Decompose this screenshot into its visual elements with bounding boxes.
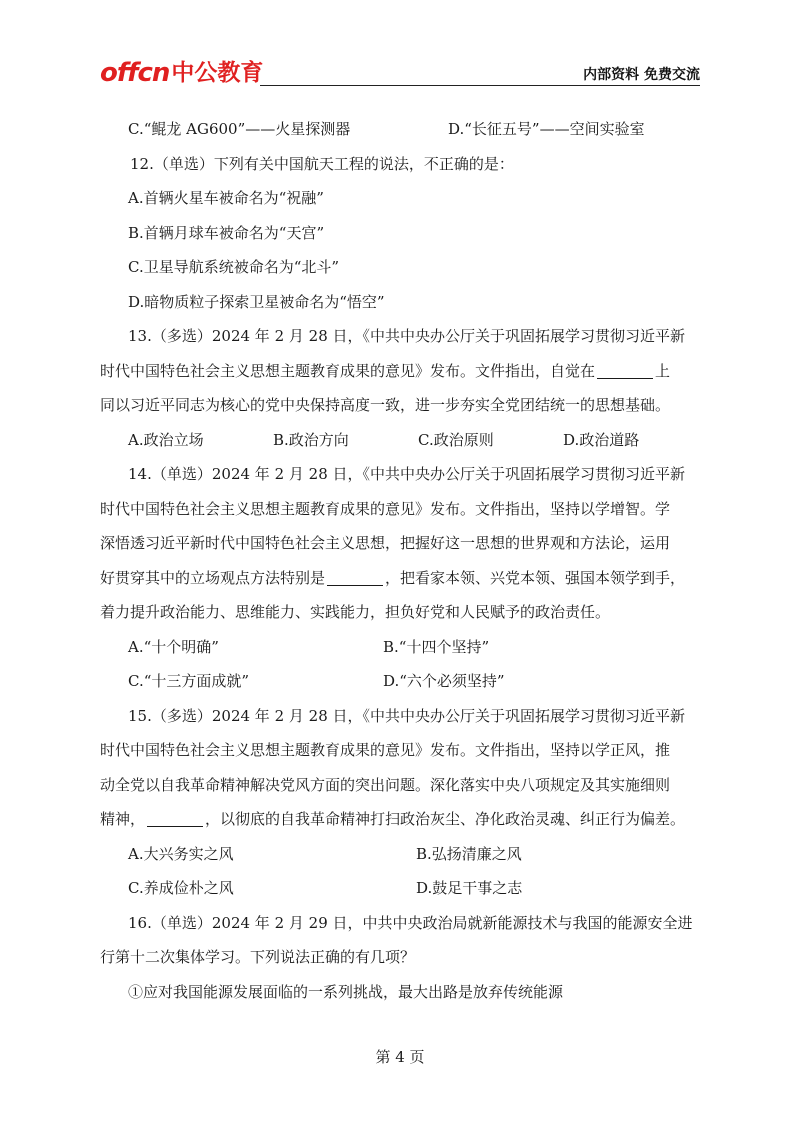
- q14-line-1: 14.（单选）2024 年 2 月 28 日，《中共中央办公厅关于巩固拓展学习贯彻习近平新: [128, 465, 686, 483]
- q15-option-a: A.大兴务实之风: [128, 844, 234, 863]
- q14-answer-blank: [327, 569, 383, 586]
- q16-item-1: ①应对我国能源发展面临的一系列挑战，最大出路是放弃传统能源: [128, 982, 564, 1001]
- q15-line-2: 时代中国特色社会主义思想主题教育成果的意见》发布。文件指出，坚持以学正风，推: [100, 741, 671, 759]
- q14-line-2: 时代中国特色社会主义思想主题教育成果的意见》发布。文件指出，坚持以学增智。学: [100, 499, 671, 518]
- q15-answer-blank: [147, 810, 203, 827]
- q14-option-b: B.“十四个坚持”: [383, 637, 490, 656]
- q11-option-c: C.“鲲龙 AG600”——火星探测器: [128, 120, 351, 138]
- header-note: 内部资料 免费交流: [583, 67, 700, 83]
- logo-text-cn: 中公教育: [171, 60, 264, 86]
- q14-line-4: [100, 561, 708, 596]
- q14-option-d: D.“六个必须坚持”: [383, 672, 505, 690]
- q15-option-c: C.养成俭朴之风: [128, 879, 234, 897]
- q13-line-3: 同以习近平同志为核心的党中央保持高度一致，进一步夯实全党团结统一的思想基础。: [100, 396, 671, 414]
- document-body: [100, 112, 708, 1009]
- q14-line-5: 着力提升政治能力、思维能力、实践能力，担负好党和人民赋予的政治责任。: [100, 603, 611, 621]
- q13-option-b: B.政治方向: [273, 430, 349, 449]
- q15-line-4: [100, 802, 708, 837]
- q14-option-a: A.“十个明确”: [128, 637, 219, 656]
- page-header: [100, 60, 700, 86]
- q13-line-2a: 时代中国特色社会主义思想主题教育成果的意见》发布。文件指出，自觉在: [100, 361, 596, 380]
- q12-option-b: B.首辆月球车被命名为“天宫”: [128, 223, 325, 242]
- q12-option-d: D.暗物质粒子探索卫星被命名为“悟空”: [128, 292, 385, 311]
- q15-options-cd: [128, 871, 708, 906]
- q13-line-1: 13.（多选）2024 年 2 月 28 日，《中共中央办公厅关于巩固拓展学习贯彻习近平新: [128, 327, 686, 345]
- q14-option-c: C.“十三方面成就”: [128, 672, 250, 690]
- q13-option-c: C.政治原则: [418, 430, 494, 449]
- logo-text-en: offcn: [100, 58, 170, 88]
- q16-line-2: 行第十二次集体学习。下列说法正确的有几项？: [100, 948, 416, 966]
- q15-option-b: B.弘扬清廉之风: [416, 844, 522, 863]
- q11-options: [128, 112, 708, 147]
- q12-stem: 12.（单选）下列有关中国航天工程的说法，不正确的是：: [130, 154, 514, 173]
- q14-line-3: 深悟透习近平新时代中国特色社会主义思想，把握好这一思想的世界观和方法论，运用: [100, 534, 671, 552]
- q16-line-1: 16.（单选）2024 年 2 月 29 日，中共中央政治局就新能源技术与我国的能源安全进: [128, 913, 693, 932]
- q14-options-ab: [128, 630, 708, 665]
- q15-line-4a: 精神，: [100, 810, 146, 828]
- q11-option-d: D.“长征五号”——空间实验室: [448, 120, 645, 138]
- q12-option-a: A.首辆火星车被命名为“祝融”: [128, 189, 324, 207]
- q15-line-4b: ，以彻底的自我革命精神打扫政治灰尘、净化政治灵魂、纠正行为偏差。: [205, 810, 686, 828]
- page-number: 第 4 页: [375, 1048, 425, 1066]
- q13-options: [128, 423, 708, 458]
- q13-line-2: [100, 354, 708, 389]
- q15-line-1: 15.（多选）2024 年 2 月 28 日，《中共中央办公厅关于巩固拓展学习贯彻习近平新: [128, 706, 686, 725]
- q12-option-c: C.卫星导航系统被命名为“北斗”: [128, 258, 340, 276]
- q14-options-cd: [128, 664, 708, 699]
- q14-line-4b: ，把看家本领、兴党本领、强国本领学到手，: [385, 568, 686, 587]
- q15-line-3: 动全党以自我革命精神解决党风方面的突出问题。深化落实中央八项规定及其实施细则: [100, 775, 671, 794]
- q15-option-d: D.鼓足干事之志: [416, 879, 523, 897]
- q15-options-ab: [128, 837, 708, 872]
- header-rule: [260, 85, 700, 86]
- offcn-logo: [100, 60, 263, 86]
- q13-answer-blank: [597, 362, 653, 379]
- q13-option-a: A.政治立场: [128, 430, 204, 449]
- q13-option-d: D.政治道路: [563, 430, 640, 449]
- q14-line-4a: 好贯穿其中的立场观点方法特别是: [100, 568, 326, 587]
- q13-line-2b: 上: [655, 361, 671, 380]
